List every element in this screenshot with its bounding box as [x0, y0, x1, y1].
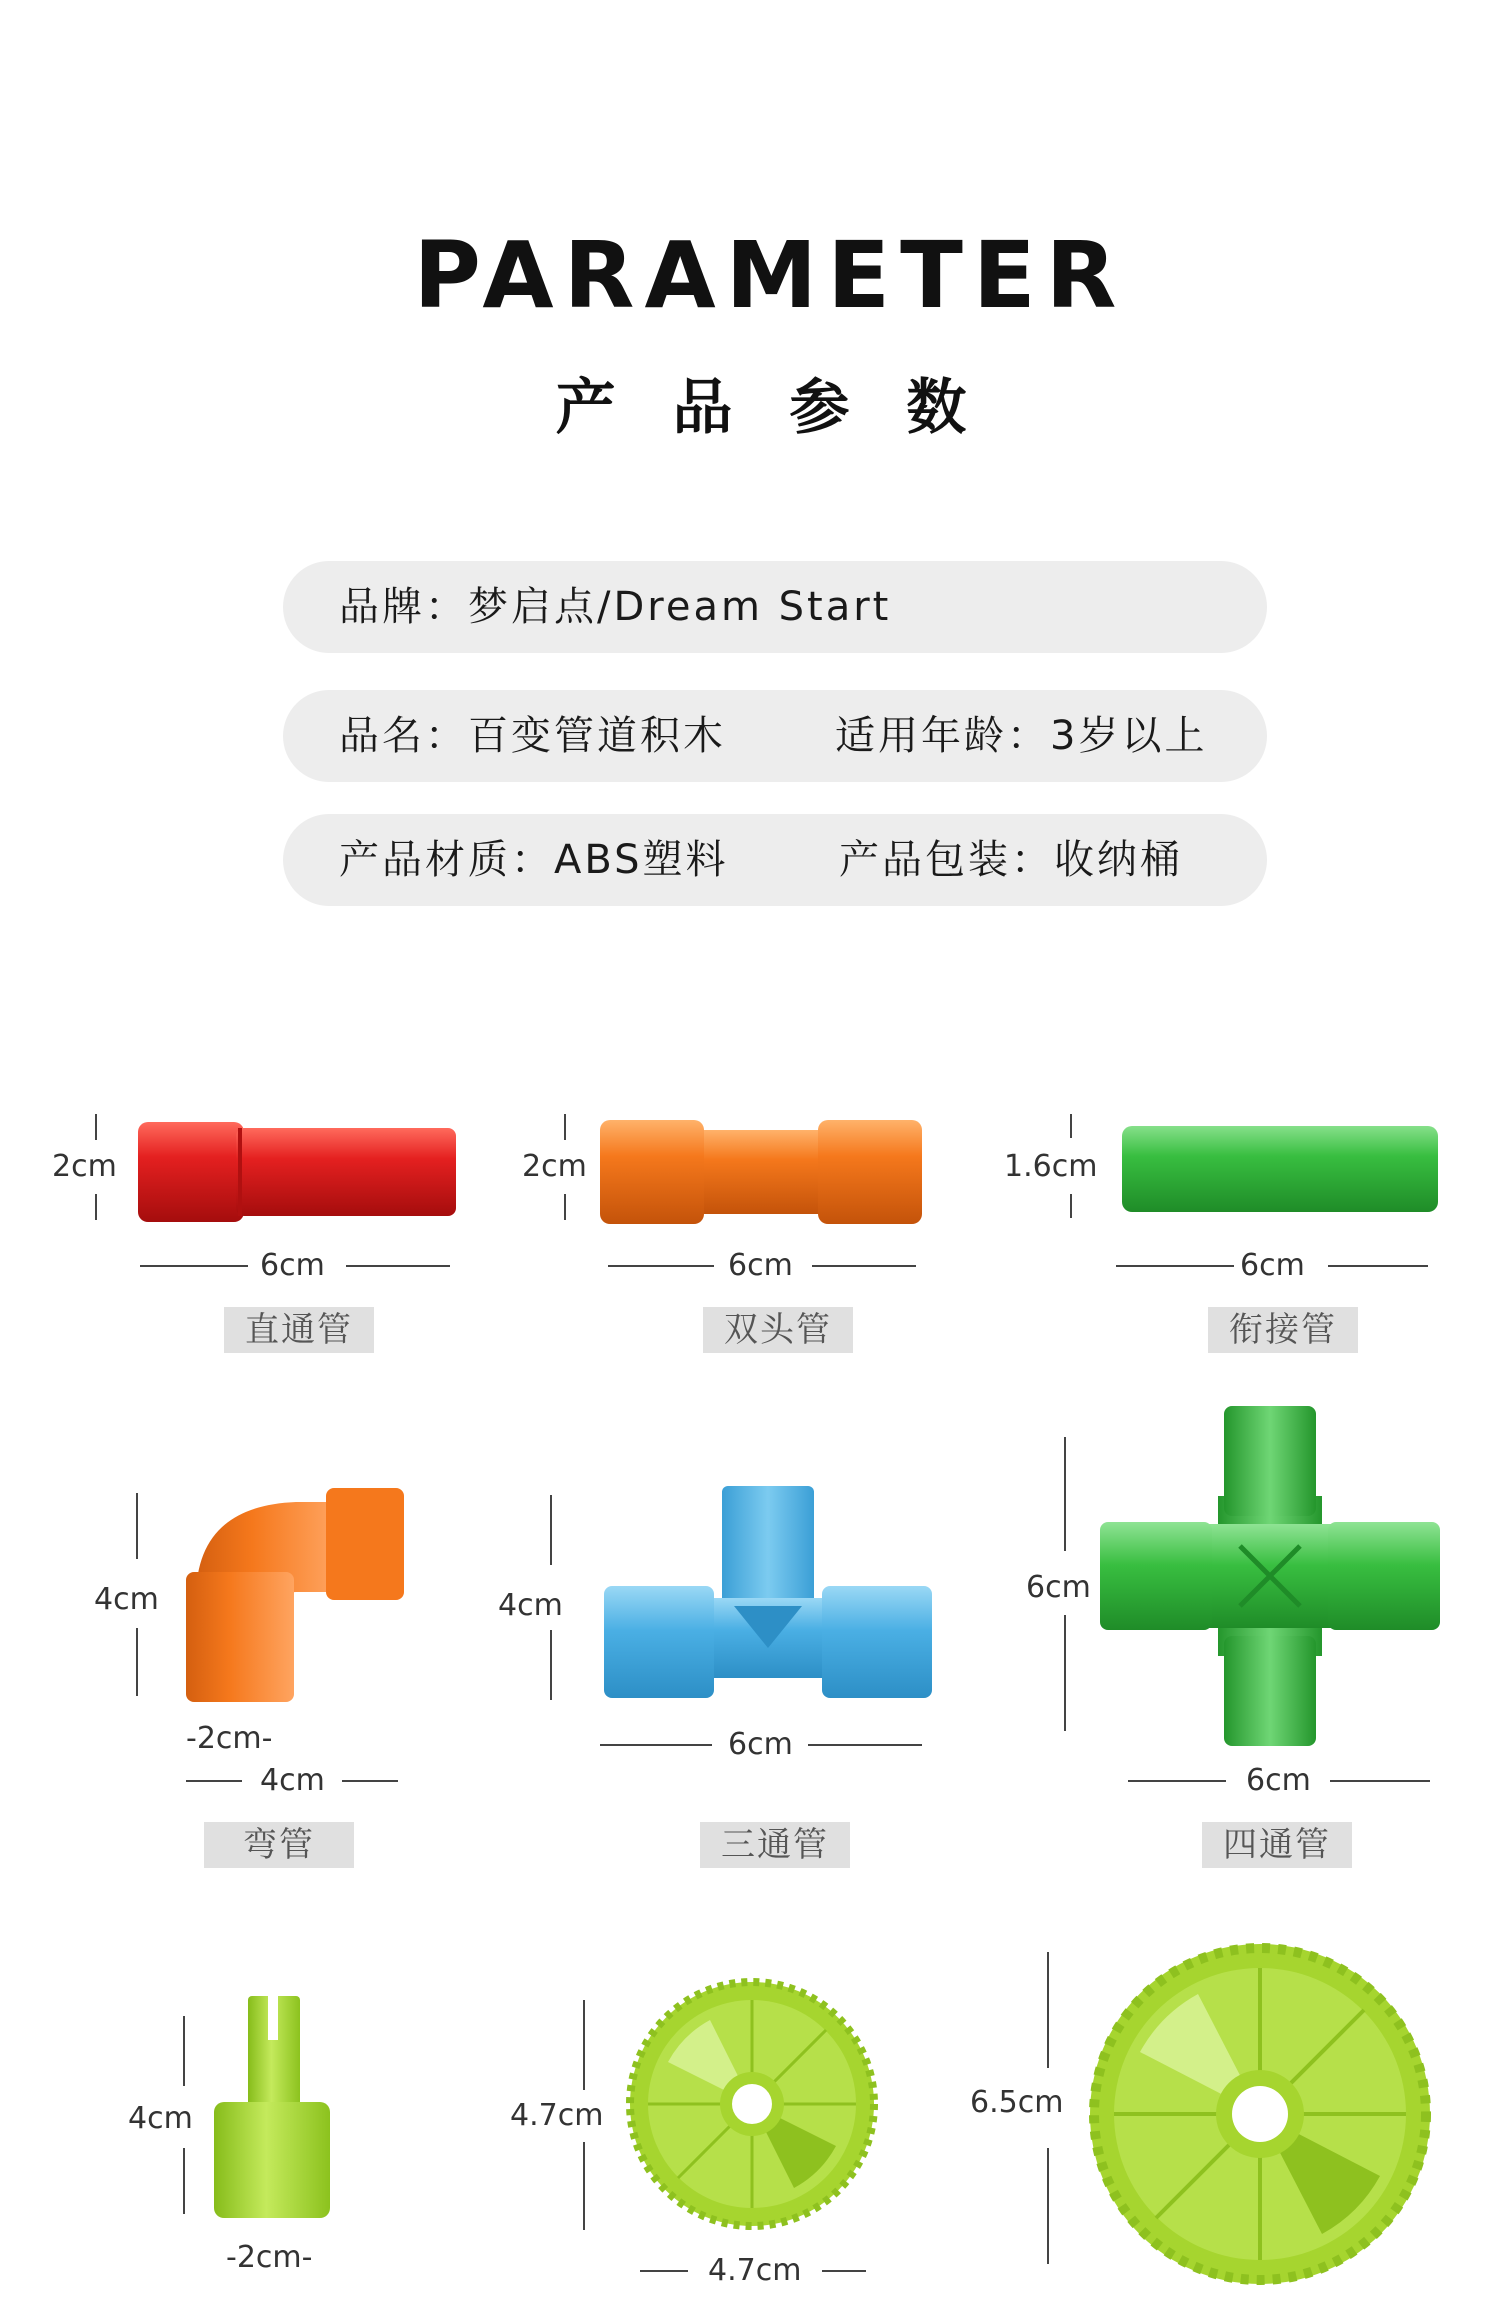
- wheel-small-image: [628, 1980, 876, 2228]
- peg-width-label: -2cm-: [226, 2240, 313, 2275]
- tee-pipe-image: [604, 1486, 932, 1704]
- page-subtitle: 产 品 参 数: [555, 373, 985, 443]
- straight-height-label: 2cm: [52, 1149, 117, 1184]
- double-head-height-label: 2cm: [522, 1149, 587, 1184]
- dimension-line: [1064, 1615, 1066, 1731]
- dimension-line: [564, 1114, 566, 1140]
- dimension-line: [346, 1265, 450, 1267]
- elbow-width-label: 4cm: [260, 1763, 325, 1798]
- connector-pipe-image: [1122, 1126, 1438, 1214]
- dimension-line: [550, 1630, 552, 1700]
- dimension-line: [608, 1265, 714, 1267]
- dimension-line: [1128, 1780, 1226, 1782]
- dimension-line: [183, 2148, 185, 2214]
- wheel-large-image: [1088, 1942, 1432, 2286]
- dimension-line: [1070, 1194, 1072, 1218]
- dimension-line: [600, 1744, 712, 1746]
- peg-height-label: 4cm: [128, 2101, 193, 2136]
- dimension-line: [812, 1265, 916, 1267]
- peg-image: [214, 1996, 334, 2220]
- dimension-line: [1070, 1114, 1072, 1138]
- wheel-small-width-label: 4.7cm: [708, 2253, 802, 2288]
- dimension-line: [583, 2142, 585, 2230]
- straight-width-label: 6cm: [260, 1248, 325, 1283]
- double-head-name-label: 双头管: [703, 1307, 853, 1353]
- page-title: PARAMETER: [413, 222, 1127, 329]
- name-age-row: [283, 690, 1267, 782]
- double-head-width-label: 6cm: [728, 1248, 793, 1283]
- dimension-line: [342, 1780, 398, 1782]
- dimension-line: [583, 2000, 585, 2090]
- dimension-line: [1328, 1265, 1428, 1267]
- dimension-line: [640, 2270, 688, 2272]
- elbow-pipe-image: [186, 1488, 406, 1704]
- connector-height-label: 1.6cm: [1004, 1149, 1098, 1184]
- dimension-line: [550, 1495, 552, 1565]
- packaging-text: 产品包装：收纳桶: [839, 837, 1183, 883]
- brand-row: [283, 561, 1267, 653]
- wheel-large-height-label: 6.5cm: [970, 2085, 1064, 2120]
- material-packaging-row: [283, 814, 1267, 906]
- dimension-line: [1064, 1437, 1066, 1551]
- age-text: 适用年龄：3岁以上: [835, 713, 1208, 759]
- elbow-height-label: 4cm: [94, 1582, 159, 1617]
- dimension-line: [1116, 1265, 1234, 1267]
- dimension-line: [1047, 2148, 1049, 2264]
- dimension-line: [1047, 1952, 1049, 2068]
- tee-height-label: 4cm: [498, 1588, 563, 1623]
- brand-text: 品牌：梦启点/Dream Start: [339, 584, 892, 630]
- dimension-line: [95, 1114, 97, 1140]
- wheel-small-height-label: 4.7cm: [510, 2098, 604, 2133]
- dimension-line: [183, 2016, 185, 2086]
- dimension-line: [822, 2270, 866, 2272]
- dimension-line: [186, 1780, 242, 1782]
- connector-name-label: 衔接管: [1208, 1307, 1358, 1353]
- straight-pipe-image: [138, 1118, 458, 1226]
- product-name-text: 品名：百变管道积木: [339, 713, 726, 759]
- straight-name-label: 直通管: [224, 1307, 374, 1353]
- dimension-line: [136, 1628, 138, 1696]
- cross-name-label: 四通管: [1202, 1822, 1352, 1868]
- dimension-line: [95, 1194, 97, 1220]
- dimension-line: [140, 1265, 248, 1267]
- cross-width-label: 6cm: [1246, 1763, 1311, 1798]
- tee-width-label: 6cm: [728, 1727, 793, 1762]
- dimension-line: [1330, 1780, 1430, 1782]
- elbow-inner-width-label: -2cm-: [186, 1721, 273, 1756]
- dimension-line: [136, 1493, 138, 1559]
- cross-pipe-image: [1100, 1406, 1440, 1746]
- tee-name-label: 三通管: [700, 1822, 850, 1868]
- dimension-line: [564, 1194, 566, 1220]
- dimension-line: [808, 1744, 922, 1746]
- double-head-pipe-image: [600, 1118, 922, 1226]
- material-text: 产品材质：ABS塑料: [339, 837, 729, 883]
- cross-height-label: 6cm: [1026, 1570, 1091, 1605]
- connector-width-label: 6cm: [1240, 1248, 1305, 1283]
- elbow-name-label: 弯管: [204, 1822, 354, 1868]
